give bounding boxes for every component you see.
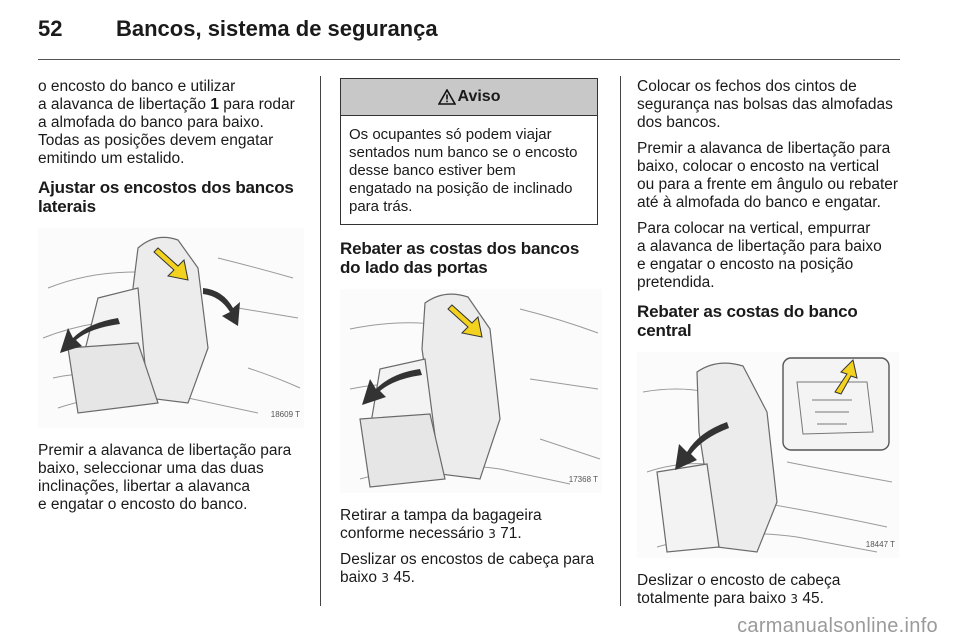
text-line: dos bancos. xyxy=(637,114,721,131)
intro-paragraph xyxy=(38,78,308,168)
text-line: desse banco estiver bem xyxy=(349,162,516,179)
text-line: conforme necessário xyxy=(340,525,489,542)
paragraph xyxy=(637,220,903,292)
text-line: e engatar o encosto na posição xyxy=(637,256,854,273)
page-number: 52 xyxy=(38,16,63,41)
seat-illustration xyxy=(340,289,602,493)
text-line: totalmente para baixo xyxy=(637,590,791,607)
warning-triangle-icon xyxy=(438,89,456,105)
paragraph xyxy=(340,507,602,543)
page-reference-arrow: 3 xyxy=(790,592,799,606)
detail-inset xyxy=(783,358,889,450)
figure-door-seat-backrest xyxy=(340,289,602,493)
watermark: carmanualsonline.info xyxy=(737,615,938,637)
warning-text xyxy=(341,116,597,224)
text-line: emitindo um estalido. xyxy=(38,150,185,167)
text-line: baixo xyxy=(340,569,382,586)
text-line: Retirar a tampa da bagageira xyxy=(340,507,542,524)
warning-box xyxy=(340,78,598,225)
text-line: Deslizar os encostos de cabeça para xyxy=(340,551,595,568)
text-line: para trás. xyxy=(349,198,413,215)
figure-code: 18609 T xyxy=(270,410,300,419)
page-reference: 71. xyxy=(495,525,522,542)
text-line: a almofada do banco para baixo. xyxy=(38,114,264,131)
text-line: e engatar o encosto do banco. xyxy=(38,496,248,513)
text-line: Premir a alavanca de libertação para xyxy=(637,140,891,157)
column-divider-1 xyxy=(320,76,321,606)
page-reference-arrow: 3 xyxy=(381,571,390,585)
text-line: o encosto do banco e utilizar xyxy=(38,78,236,95)
page-reference: 45. xyxy=(798,590,824,607)
callout-number: 1 xyxy=(210,96,219,113)
rotate-arrow-icon xyxy=(203,288,240,326)
text-line: Deslizar o encosto de cabeça xyxy=(637,572,841,589)
warning-header xyxy=(341,79,597,116)
column-3 xyxy=(637,78,903,616)
text-line: baixo, seleccionar uma das duas xyxy=(38,460,264,477)
header-rule xyxy=(38,59,900,60)
text-line: Colocar os fechos dos cintos de xyxy=(637,78,857,95)
page-title: Bancos, sistema de segurança xyxy=(116,16,438,41)
text-line: inclinações, libertar a alavanca xyxy=(38,478,250,495)
text-line: a alavanca de libertação xyxy=(38,96,211,113)
text-line: segurança nas bolsas das almofadas xyxy=(637,96,893,113)
paragraph xyxy=(637,140,903,212)
section-heading-center-seat: Rebater as costas do banco central xyxy=(637,302,858,340)
text-line: Premir a alavanca de libertação para xyxy=(38,442,292,459)
seat-illustration xyxy=(38,228,304,428)
section-heading-door-seats: Rebater as costas dos bancos do lado das portas xyxy=(340,239,580,277)
text-line: a alavanca de libertação para baixo xyxy=(637,238,882,255)
paragraph xyxy=(637,78,903,132)
text-line: sentados num banco se o encosto xyxy=(349,144,578,161)
figure-center-seat-backrest xyxy=(637,352,899,558)
paragraph xyxy=(38,442,308,514)
figure-side-seat-backrest xyxy=(38,228,304,428)
column-2 xyxy=(340,78,602,595)
text-line: Os ocupantes só podem viajar xyxy=(349,126,552,143)
page-reference: 45. xyxy=(389,569,415,586)
warning-title: Aviso xyxy=(457,88,501,105)
text-line: engatado na posição de inclinado xyxy=(349,180,573,197)
page-reference-arrow: 3 xyxy=(488,527,496,541)
column-divider-2 xyxy=(620,76,621,606)
page-header xyxy=(38,16,900,56)
text-line: baixo, colocar o encosto na vertical xyxy=(637,158,880,175)
text-line: até à almofada do banco e engatar. xyxy=(637,194,881,211)
text-line: para rodar xyxy=(218,96,295,113)
text-line: pretendida. xyxy=(637,274,715,291)
figure-code: 17368 T xyxy=(568,475,598,484)
paragraph xyxy=(637,572,903,608)
text-line: Para colocar na vertical, empurrar xyxy=(637,220,871,237)
paragraph xyxy=(340,551,602,587)
section-heading-side-seats: Ajustar os encostos dos bancos laterais xyxy=(38,178,294,216)
column-1 xyxy=(38,78,308,522)
text-line: ou para a frente em ângulo ou rebater xyxy=(637,176,899,193)
seat-illustration xyxy=(637,352,899,558)
figure-code: 18447 T xyxy=(865,540,895,549)
text-line: Todas as posições devem engatar xyxy=(38,132,274,149)
